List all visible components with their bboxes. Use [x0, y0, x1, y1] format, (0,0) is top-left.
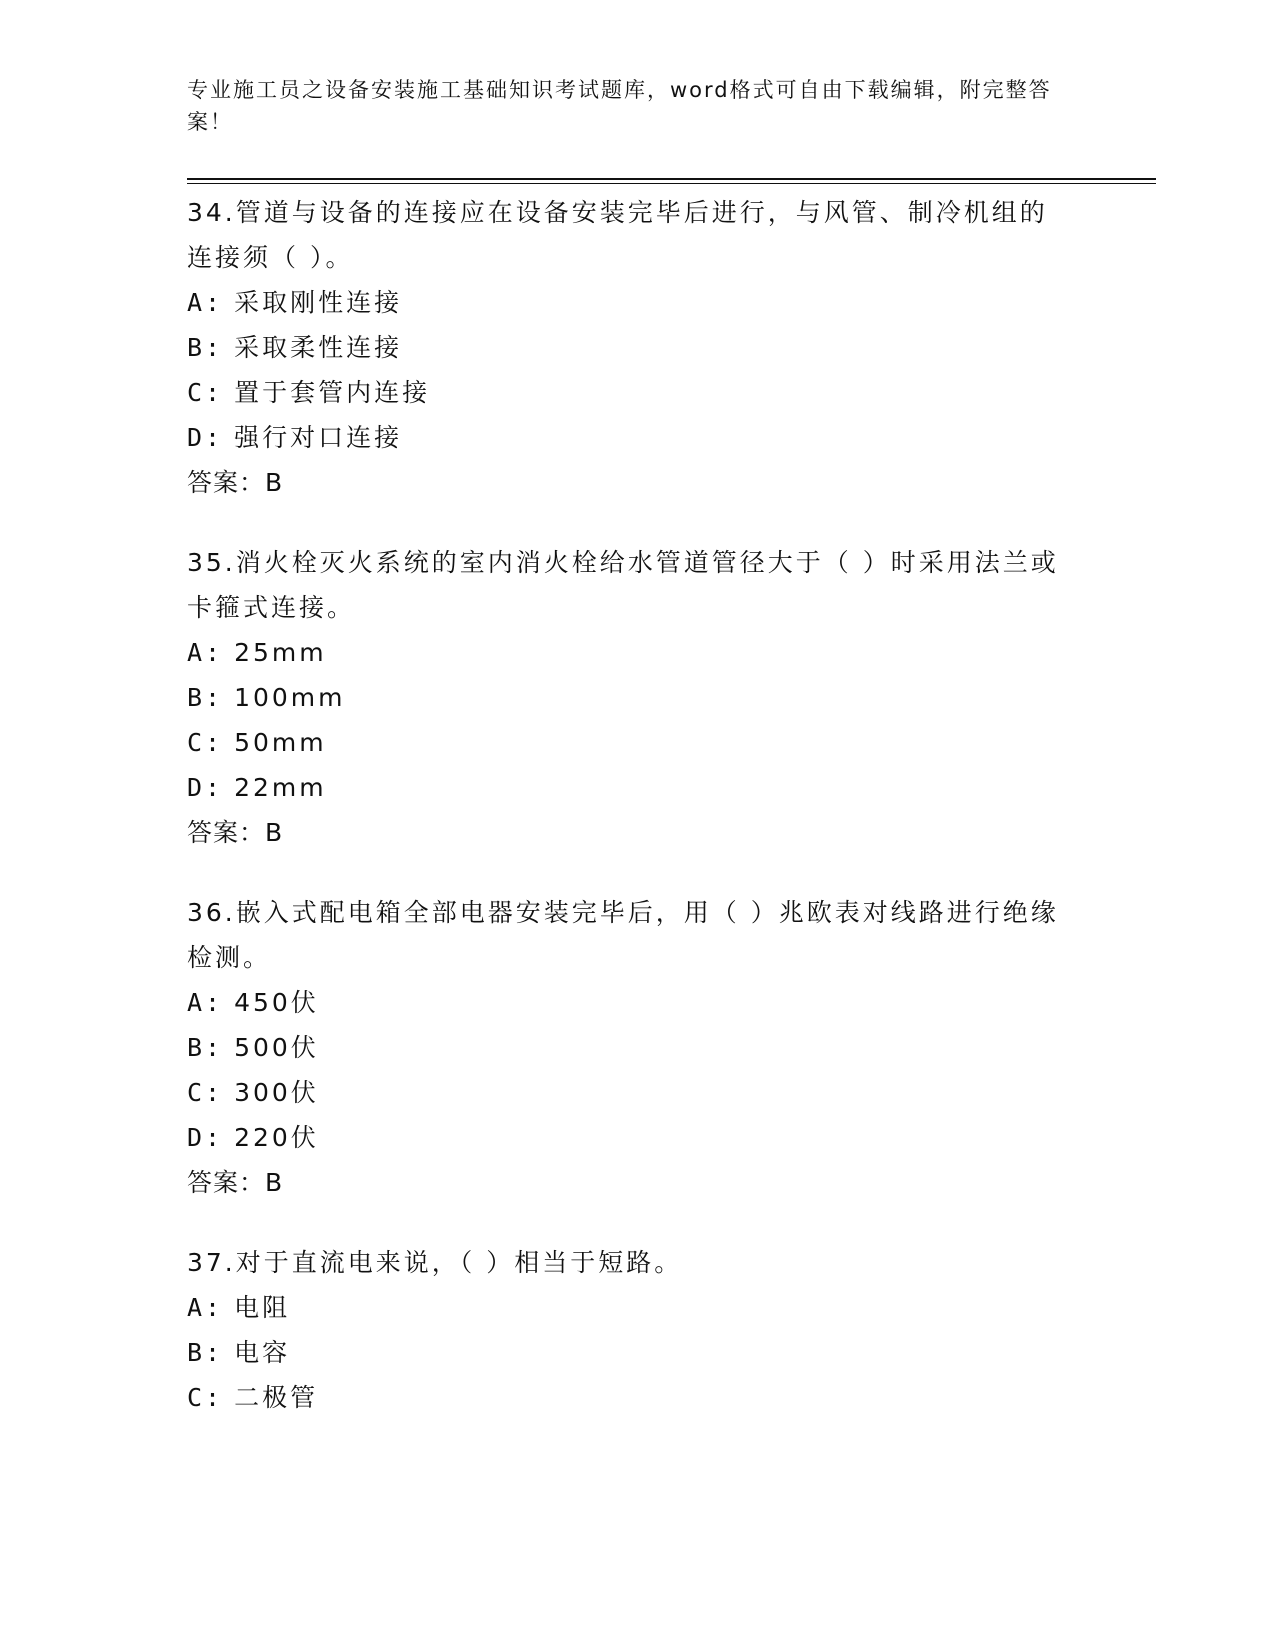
option-text: 置于套管内连接	[234, 378, 431, 407]
option-text: 50mm	[234, 728, 327, 757]
option-letter: C:	[187, 378, 224, 407]
option-b	[187, 1025, 1087, 1070]
option-letter: C:	[187, 1383, 224, 1412]
option-b	[187, 675, 1087, 720]
option-c	[187, 1375, 1087, 1420]
header-rule-thin	[187, 183, 1156, 184]
option-text: 采取刚性连接	[234, 288, 403, 317]
option-c	[187, 720, 1087, 765]
question-35	[187, 540, 1087, 855]
option-letter: B:	[187, 1338, 224, 1367]
option-letter: D:	[187, 1123, 224, 1152]
option-text: 100mm	[234, 683, 346, 712]
question-list	[187, 190, 1087, 1455]
option-b	[187, 325, 1087, 370]
option-d	[187, 1115, 1087, 1160]
option-c	[187, 370, 1087, 415]
option-letter: B:	[187, 333, 224, 362]
question-36	[187, 890, 1087, 1205]
option-text: 采取柔性连接	[234, 333, 403, 362]
answer-line: 答案：B	[187, 818, 284, 847]
option-letter: C:	[187, 1078, 224, 1107]
option-a	[187, 280, 1087, 325]
option-text: 450伏	[234, 988, 319, 1017]
option-text: 电容	[234, 1338, 291, 1367]
option-letter: A:	[187, 288, 224, 317]
option-letter: A:	[187, 988, 224, 1017]
header-rule-thick	[187, 178, 1156, 180]
option-letter: D:	[187, 423, 224, 452]
option-c	[187, 1070, 1087, 1115]
option-d	[187, 415, 1087, 460]
option-letter: A:	[187, 638, 224, 667]
option-letter: B:	[187, 683, 224, 712]
option-text: 300伏	[234, 1078, 319, 1107]
document-header: 专业施工员之设备安装施工基础知识考试题库，word格式可自由下载编辑，附完整答案！	[187, 78, 1052, 134]
question-37	[187, 1240, 1087, 1420]
option-letter: C:	[187, 728, 224, 757]
question-stem: 36.嵌入式配电箱全部电器安装完毕后，用（ ）兆欧表对线路进行绝缘检测。	[187, 898, 1059, 972]
option-letter: D:	[187, 773, 224, 802]
question-stem: 37.对于直流电来说，（ ）相当于短路。	[187, 1248, 683, 1277]
option-a	[187, 630, 1087, 675]
question-stem: 35.消火栓灭火系统的室内消火栓给水管道管径大于（ ）时采用法兰或卡箍式连接。	[187, 548, 1059, 622]
option-a	[187, 1285, 1087, 1330]
option-text: 220伏	[234, 1123, 319, 1152]
option-text: 22mm	[234, 773, 327, 802]
option-text: 电阻	[234, 1293, 291, 1322]
option-text: 25mm	[234, 638, 327, 667]
option-b	[187, 1330, 1087, 1375]
option-letter: A:	[187, 1293, 224, 1322]
question-stem: 34.管道与设备的连接应在设备安装完毕后进行，与风管、制冷机组的连接须（ ）。	[187, 198, 1048, 272]
answer-line: 答案：B	[187, 468, 284, 497]
option-text: 500伏	[234, 1033, 319, 1062]
option-letter: B:	[187, 1033, 224, 1062]
option-text: 二极管	[234, 1383, 319, 1412]
option-a	[187, 980, 1087, 1025]
option-text: 强行对口连接	[234, 423, 403, 452]
option-d	[187, 765, 1087, 810]
question-34	[187, 190, 1087, 505]
answer-line: 答案：B	[187, 1168, 284, 1197]
